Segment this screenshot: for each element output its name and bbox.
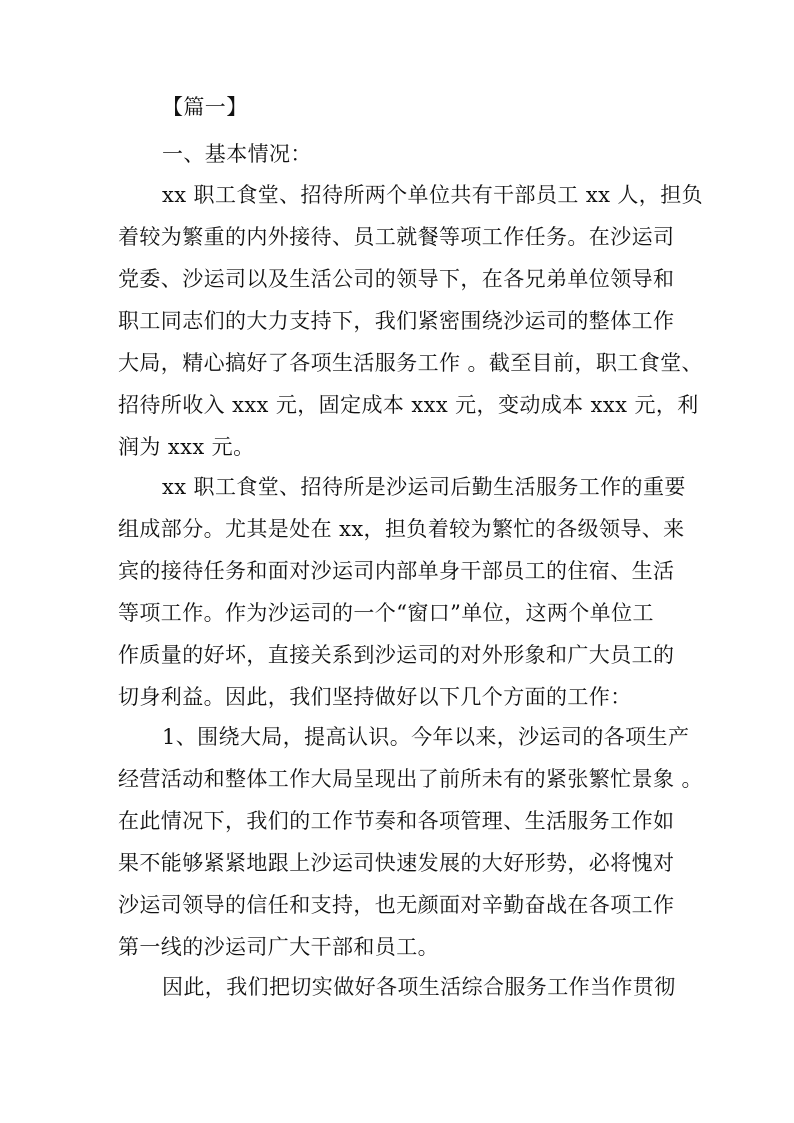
paragraph-line: 切身利益。因此，我们坚持做好以下几个方面的工作： [118,685,632,709]
paragraph-line: 润为 xxx 元。 [118,435,255,459]
paragraph-line: 果不能够紧紧地跟上沙运司快速发展的大好形势，必将愧对 [118,851,675,875]
paragraph-line: xx 职工食堂、招待所是沙运司后勤生活服务工作的重要 [162,475,686,499]
paragraph-line: 第一线的沙运司广大干部和员工。 [118,935,439,959]
document-heading: 【篇一】 [162,95,248,119]
paragraph-line: 作质量的好坏，直接关系到沙运司的对外形象和广大员工的 [118,643,675,667]
paragraph-line: 宾的接待任务和面对沙运司内部单身干部员工的住宿、生活 [118,559,675,583]
paragraph-line: 招待所收入 xxx 元，固定成本 xxx 元，变动成本 xxx 元，利 [118,393,699,417]
paragraph-line: 大局，精心搞好了各项生活服务工作 。截至目前，职工食堂、 [118,351,703,375]
paragraph-line: 着较为繁重的内外接待、员工就餐等项工作任务。在沙运司 [118,225,675,249]
section-title: 一、基本情况： [162,142,312,166]
paragraph-line: 职工同志们的大力支持下，我们紧密围绕沙运司的整体工作 [118,309,675,333]
paragraph-line: 沙运司领导的信任和支持，也无颜面对辛勤奋战在各项工作 [118,893,675,917]
paragraph-line: 等项工作。作为沙运司的一个“窗口”单位，这两个单位工 [118,601,654,625]
paragraph-line: 因此，我们把切实做好各项生活综合服务工作当作贯彻 [162,975,676,999]
paragraph-line: xx 职工食堂、招待所两个单位共有干部员工 xx 人，担负 [162,183,703,207]
paragraph-line: 党委、沙运司以及生活公司的领导下，在各兄弟单位领导和 [118,267,675,291]
paragraph-line: 1、围绕大局，提高认识。今年以来，沙运司的各项生产 [162,725,690,749]
paragraph-line: 在此情况下，我们的工作节奏和各项管理、生活服务工作如 [118,809,675,833]
paragraph-line: 经营活动和整体工作大局呈现出了前所未有的紧张繁忙景象 。 [118,767,703,791]
paragraph-line: 组成部分。尤其是处在 xx，担负着较为繁忙的各级领导、来 [118,517,685,541]
